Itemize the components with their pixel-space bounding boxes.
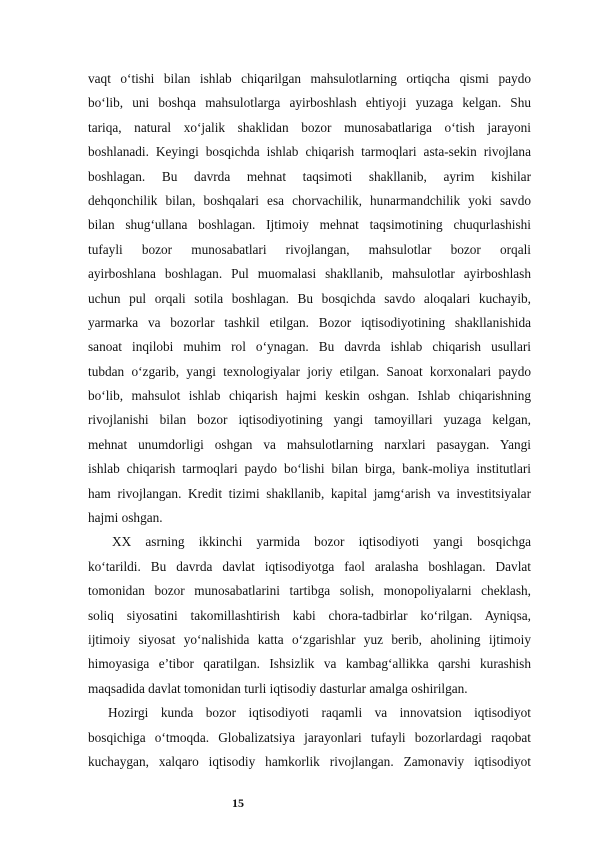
text-line: ham rivojlangan. Kredit tizimi shakllanib, kapital jamg‘arish va investitsiyalar bbox=[88, 485, 531, 501]
text-line: XX asrning ikkinchi yarmida bozor iqtisodiyoti yangi bosqichga bbox=[112, 534, 531, 550]
text-line: uchun pul orqali sotila boshlagan. Bu bosqichda savdo aloqalari kuchayib, bbox=[88, 290, 531, 306]
text-line: ayirboshlana boshlagan. Pul muomalasi shakllanib, mahsulotlar ayirboshlash bbox=[88, 266, 531, 282]
text-line: Hozirgi kunda bozor iqtisodiyoti raqamli va innovatsion iqtisodiyot bbox=[108, 705, 531, 721]
text-line: rivojlanishi bilan bozor iqtisodiyotining yangi tamoyillari yuzaga kelgan, bbox=[88, 412, 531, 428]
text-line: sanoat inqilobi muhim rol o‘ynagan. Bu davrda ishlab chiqarish usullari bbox=[88, 339, 531, 355]
text-line: bo‘lib, uni boshqa mahsulotlarga ayirboshlash ehtiyoji yuzaga kelgan. Shu bbox=[88, 95, 531, 111]
text-line: dehqonchilik bilan, boshqalari esa chorvachilik, hunarmandchilik yoki savdo bbox=[88, 192, 531, 208]
text-line: bosqichiga o‘tmoqda. Globalizatsiya jarayonlari tufayli bozorlardagi raqobat bbox=[88, 729, 531, 745]
text-line: bo‘lib, mahsulot ishlab chiqarish hajmi keskin oshgan. Ishlab chiqarishning bbox=[88, 388, 531, 404]
text-line: tariqa, natural xo‘jalik shaklidan bozor munosabatlariga o‘tish jarayoni bbox=[88, 119, 531, 135]
text-line: kuchaygan, xalqaro iqtisodiy hamkorlik rivojlangan. Zamonaviy iqtisodiyot bbox=[88, 753, 531, 769]
text-line: ijtimoiy siyosat yo‘nalishida katta o‘zgarishlar yuz berib, aholining ijtimoiy bbox=[88, 631, 531, 647]
body-text bbox=[88, 67, 531, 774]
text-line: tomonidan bozor munosabatlarini tartibga solish, monopoliyalarni cheklash, bbox=[88, 583, 531, 599]
text-line: tufayli bozor munosabatlari rivojlangan, mahsulotlar bozor orqali bbox=[88, 241, 531, 257]
text-line: ishlab chiqarish tarmoqlari paydo bo‘lishi bilan birga, bank-moliya institutlari bbox=[88, 461, 531, 477]
text-line: hajmi oshgan. bbox=[88, 510, 163, 526]
text-line: boshlagan. Bu davrda mehnat taqsimoti shakllanib, ayrim kishilar bbox=[88, 168, 531, 184]
text-line: boshlanadi. Keyingi bosqichda ishlab chiqarish tarmoqlari asta-sekin rivojlana bbox=[88, 144, 531, 160]
text-line: tubdan o‘zgarib, yangi texnologiyalar joriy etilgan. Sanoat korxonalari paydo bbox=[88, 363, 531, 379]
page-number: 15 bbox=[232, 796, 244, 810]
text-line: mehnat unumdorligi oshgan va mahsulotlarning narxlari pasaygan. Yangi bbox=[88, 436, 531, 452]
text-line: yarmarka va bozorlar tashkil etilgan. Bozor iqtisodiyotining shakllanishida bbox=[88, 314, 531, 330]
text-line: himoyasiga e’tibor qaratilgan. Ishsizlik va kambag‘allikka qarshi kurashish bbox=[88, 656, 531, 672]
paragraph bbox=[88, 530, 531, 701]
text-line: ko‘tarildi. Bu davrda davlat iqtisodiyotga faol aralasha boshlagan. Davlat bbox=[88, 558, 531, 574]
paragraph bbox=[88, 701, 531, 774]
text-line: maqsadida davlat tomonidan turli iqtisodiy dasturlar amalga oshirilgan. bbox=[88, 680, 468, 696]
text-line: soliq siyosatini takomillashtirish kabi chora-tadbirlar ko‘rilgan. Ayniqsa, bbox=[88, 607, 531, 623]
text-line: vaqt o‘tishi bilan ishlab chiqarilgan mahsulotlarning ortiqcha qismi paydo bbox=[88, 71, 531, 86]
text-line: bilan shug‘ullana boshlagan. Ijtimoiy mehnat taqsimotining chuqurlashishi bbox=[88, 217, 531, 233]
paragraph bbox=[88, 67, 531, 530]
